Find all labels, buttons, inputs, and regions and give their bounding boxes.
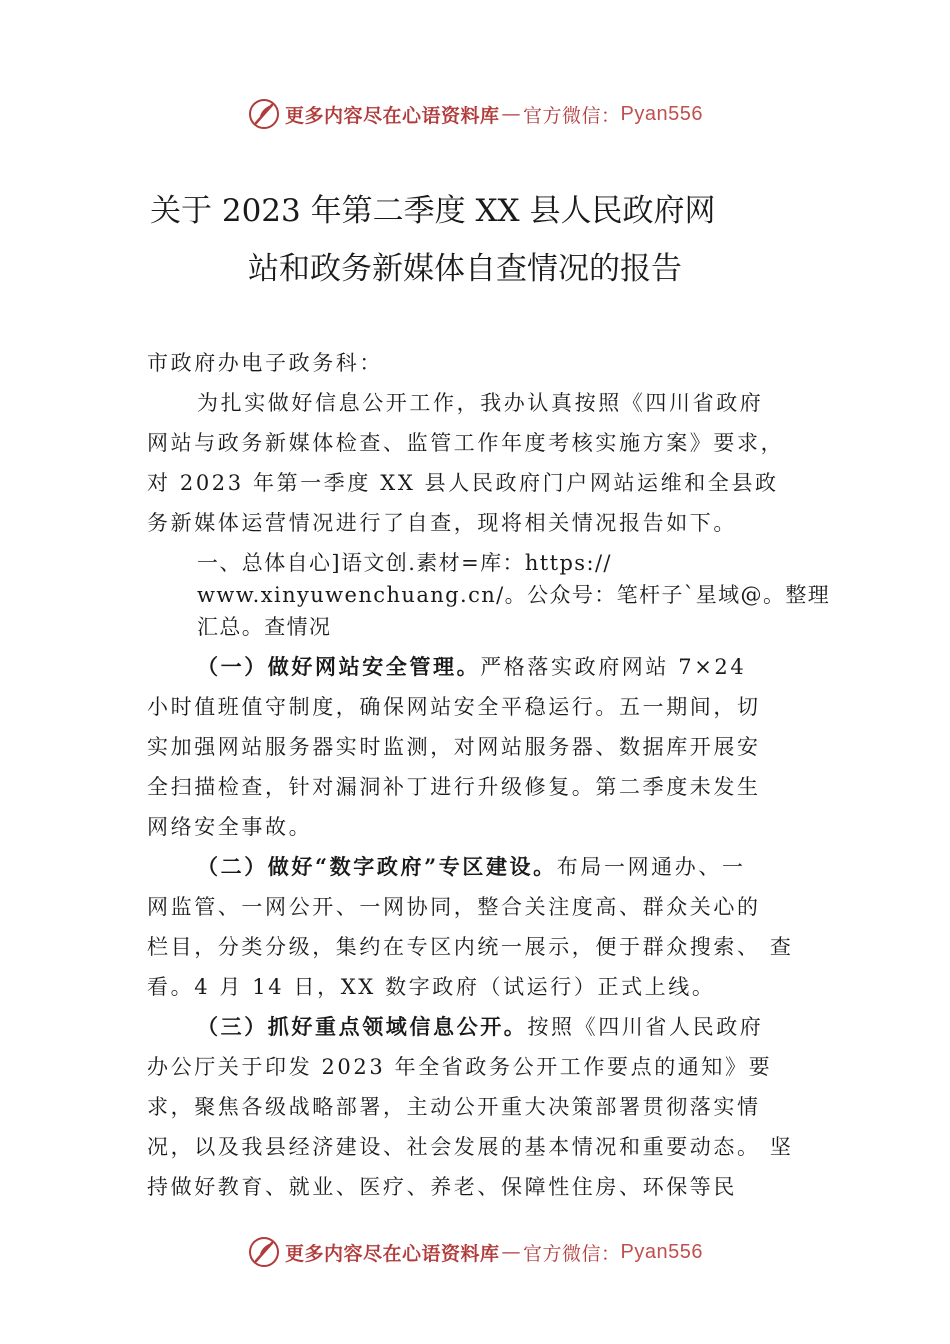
item-3-paragraph bbox=[147, 1007, 837, 1207]
banner-brand-text: 更多内容尽在心语资料库 bbox=[285, 1242, 500, 1265]
item-1-line: 实加强网站服务器实时监测，对网站服务器、数据库开展安 bbox=[147, 735, 761, 759]
item-1-line: 小时值班值守制度，确保网站安全平稳运行。五一期间，切 bbox=[147, 695, 761, 719]
banner-separator: — bbox=[501, 1241, 522, 1263]
banner-wechat-label: 官方微信： bbox=[523, 1242, 621, 1265]
banner-brand-text: 更多内容尽在心语资料库 bbox=[285, 104, 500, 127]
intro-line: 网站与政务新媒体检查、监管工作年度考核实施方案》要求， bbox=[147, 431, 785, 455]
item-3-first-line bbox=[147, 1007, 837, 1047]
item-2-line: 看。4 月 14 日，XX 数字政府（试运行）正式上线。 bbox=[147, 975, 716, 999]
item-2-first-line bbox=[147, 847, 837, 887]
document-body bbox=[147, 343, 837, 1207]
section-1-line: 一、总体自心]语文创.素材=库：https:// bbox=[197, 551, 612, 575]
item-1-lead: （一）做好网站安全管理。 bbox=[197, 654, 481, 679]
salutation: 市政府办电子政务科： bbox=[147, 351, 383, 375]
intro-paragraph bbox=[147, 383, 837, 543]
item-2-paragraph bbox=[147, 847, 837, 1007]
title-line-2: 站和政务新媒体自查情况的报告 bbox=[248, 251, 682, 287]
banner-wechat-id: Pyan556 bbox=[620, 102, 703, 125]
item-1-first-line bbox=[147, 647, 837, 687]
intro-line: 为扎实做好信息公开工作，我办认真按照《四川省政府 bbox=[197, 391, 764, 415]
intro-line: 对 2023 年第一季度 XX 县人民政府门户网站运维和全县政 bbox=[147, 471, 779, 495]
feather-pen-circle-logo-icon bbox=[247, 97, 281, 131]
item-3-line: 按照《四川省人民政府 bbox=[527, 1015, 764, 1039]
item-1-line: 网络安全事故。 bbox=[147, 815, 313, 839]
item-2-line: 布局一网通办、一 bbox=[556, 855, 746, 879]
item-1-paragraph bbox=[147, 647, 837, 847]
item-3-line: 办公厅关于印发 2023 年全省政务公开工作要点的通知》要 bbox=[147, 1055, 773, 1079]
item-2-line: 网监管、一网公开、一网协同，整合关注度高、群众关心的 bbox=[147, 895, 761, 919]
item-3-line: 持做好教育、就业、医疗、养老、保障性住房、环保等民 bbox=[147, 1175, 737, 1199]
feather-pen-circle-logo-icon bbox=[247, 1235, 281, 1269]
item-3-lead: （三）抓好重点领域信息公开。 bbox=[197, 1014, 528, 1039]
item-3-line: 求，聚焦各级战略部署，主动公开重大决策部署贯彻落实情 bbox=[147, 1095, 761, 1119]
banner-separator: — bbox=[501, 103, 522, 125]
banner-wechat-label: 官方微信： bbox=[523, 104, 621, 127]
banner-wechat-id: Pyan556 bbox=[620, 1240, 703, 1263]
item-2-line: 栏目，分类分级，集约在专区内统一展示，便于群众搜索、 查 bbox=[147, 935, 794, 959]
header-watermark-banner bbox=[0, 94, 950, 134]
footer-watermark-banner bbox=[0, 1232, 950, 1272]
item-1-line: 严格落实政府网站 7×24 bbox=[480, 655, 747, 679]
item-2-lead: （二）做好“数字政府”专区建设。 bbox=[197, 854, 557, 879]
section-1-line: 汇总。查情况 bbox=[197, 615, 332, 639]
item-3-line: 况，以及我县经济建设、社会发展的基本情况和重要动态。 坚 bbox=[147, 1135, 794, 1159]
intro-line: 务新媒体运营情况进行了自查，现将相关情况报告如下。 bbox=[147, 511, 737, 535]
item-1-line: 全扫描检查，针对漏洞补丁进行升级修复。第二季度未发生 bbox=[147, 775, 761, 799]
section-1-line: www.xinyuwenchuang.cn/。公众号：笔杆子`星域@。整理 bbox=[197, 583, 831, 607]
title-line-1: 关于 2023 年第二季度 XX 县人民政府网 bbox=[150, 193, 716, 229]
section-1-heading bbox=[147, 547, 837, 643]
